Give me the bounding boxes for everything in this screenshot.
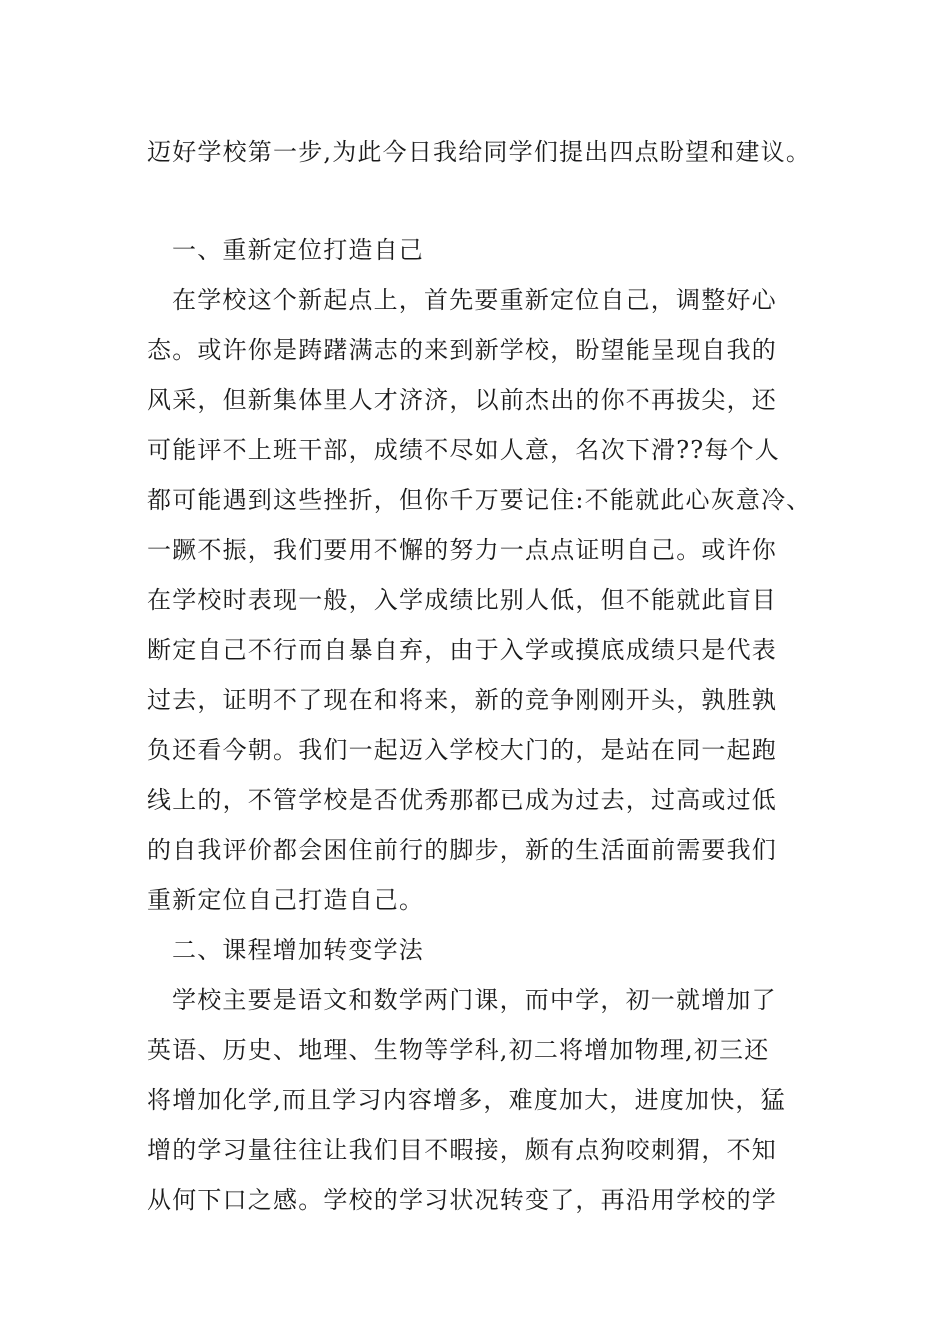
paragraph-line: 增的学习量往往让我们目不暇接，颇有点狗咬刺猬，不知 xyxy=(147,1136,777,1164)
paragraph-line: 一蹶不振，我们要用不懈的努力一点点证明自己。或许你 xyxy=(147,536,777,564)
paragraph-line: 的自我评价都会困住前行的脚步，新的生活面前需要我们 xyxy=(147,836,777,864)
paragraph-line: 都可能遇到这些挫折，但你千万要记住:不能就此心灰意冷、 xyxy=(147,486,812,514)
paragraph-line: 断定自己不行而自暴自弃，由于入学或摸底成绩只是代表 xyxy=(147,636,777,664)
paragraph-line: 在学校时表现一般，入学成绩比别人低，但不能就此盲目 xyxy=(147,586,777,614)
paragraph-line: 可能评不上班干部，成绩不尽如人意，名次下滑??每个人 xyxy=(147,436,780,464)
paragraph-line: 从何下口之感。学校的学习状况转变了，再沿用学校的学 xyxy=(147,1186,777,1214)
paragraph-line: 风采，但新集体里人才济济，以前杰出的你不再拔尖，还 xyxy=(147,386,777,414)
paragraph-line: 在学校这个新起点上，首先要重新定位自己，调整好心 xyxy=(172,286,777,314)
paragraph-line: 线上的，不管学校是否优秀那都已成为过去，过高或过低 xyxy=(147,786,777,814)
section-heading: 二、课程增加转变学法 xyxy=(172,936,424,964)
paragraph-line: 过去，证明不了现在和将来，新的竞争刚刚开头，孰胜孰 xyxy=(147,686,777,714)
paragraph-line: 学校主要是语文和数学两门课，而中学，初一就增加了 xyxy=(172,986,777,1014)
paragraph-line: 负还看今朝。我们一起迈入学校大门的，是站在同一起跑 xyxy=(147,736,777,764)
section-heading: 一、重新定位打造自己 xyxy=(172,236,424,264)
paragraph-line: 重新定位自己打造自己。 xyxy=(147,886,425,914)
paragraph-line: 英语、历史、地理、生物等学科,初二将增加物理,初三还 xyxy=(147,1036,770,1064)
paragraph-line: 态。或许你是踌躇满志的来到新学校，盼望能呈现自我的 xyxy=(147,336,777,364)
paragraph-line: 将增加化学,而且学习内容增多，难度加大，进度加快，猛 xyxy=(147,1086,786,1114)
paragraph-line: 迈好学校第一步,为此今日我给同学们提出四点盼望和建议。 xyxy=(147,138,812,166)
